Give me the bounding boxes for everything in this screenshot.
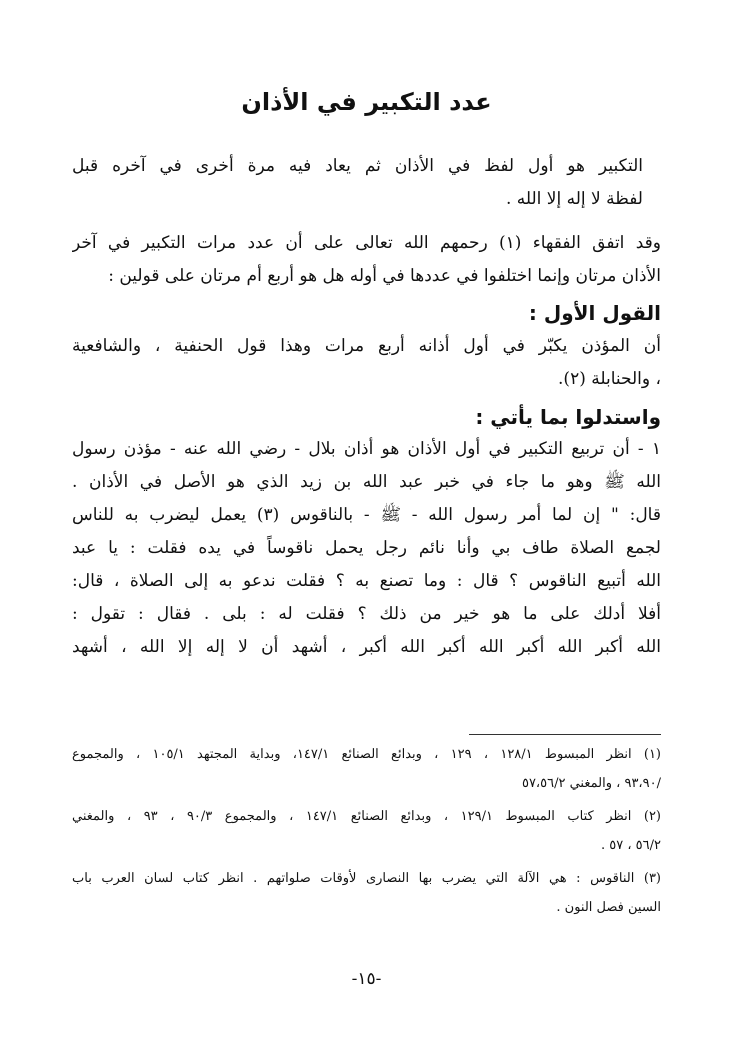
evidence-line: لجمع الصلاة طاف بي وأنا نائم رجل يحمل ناقوساً في يده فقلت : يا عبد: [72, 538, 661, 558]
intro-line: لفظة لا إله إلا الله .: [505, 189, 643, 209]
consensus-line: وقد اتفق الفقهاء (١) رحمهم الله تعالى على أن عدد مرات التكبير في آخر: [72, 233, 661, 253]
page-title: عدد التكبير في الأذان: [241, 88, 492, 116]
evidence-heading: واستدلوا بما يأتي :: [475, 405, 661, 429]
footnotes: [72, 740, 661, 922]
footnote-3: [72, 864, 661, 922]
footnote-line: (٣) الناقوس : هي الآلة التي يضرب بها النصارى لأوقات صلواتهم . انظر كتاب لسان العرب باب: [72, 871, 661, 886]
evidence-line: قال: " إن لما أمر رسول الله - ﷺ - بالناقوس (٣) يعمل ليضرب به للناس: [72, 505, 661, 525]
intro-line: التكبير هو أول لفظ في الأذان ثم يعاد فيه مرة أخرى في آخره قبل: [72, 156, 643, 176]
first-opinion-heading: القول الأول :: [528, 301, 661, 325]
footnote-line: /٩٣،٩٠ ، والمغني ٥٧،٥٦/٢: [521, 776, 661, 791]
footnote-line: (١) انظر المبسوط ١٢٨/١ ، ١٢٩ ، وبدائع الصنائع ١٤٧/١، وبداية المجتهد ١٠٥/١ ، والمجموع: [72, 747, 661, 762]
evidence-line: الله أكبر الله أكبر الله أكبر الله أكبر ، أشهد أن لا إله إلا الله ، أشهد: [72, 637, 661, 657]
consensus-line: الأذان مرتان وإنما اختلفوا في عددها في أوله هل هو أربع أم مرتان على قولين :: [108, 266, 661, 286]
footnote-2: [72, 802, 661, 860]
first-opinion-line: أن المؤذن يكبّر في أول أذانه أربع مرات وهذا قول الحنفية ، والشافعية: [72, 336, 661, 356]
consensus-paragraph: [72, 227, 661, 293]
evidence-line: الله ﷺ وهو ما جاء في خبر عبد الله بن زيد الذي هو الأصل في الأذان .: [72, 472, 661, 492]
evidence-line: أفلا أدلك على ما هو خير من ذلك ؟ فقلت له : بلى . فقال : تقول :: [72, 604, 661, 624]
page-number: -١٥-: [351, 969, 382, 989]
evidence-line: الله أتبيع الناقوس ؟ قال : وما تصنع به ؟ فقلت ندعو به إلى الصلاة ، قال:: [72, 571, 661, 591]
intro-paragraph: [72, 150, 643, 216]
evidence-paragraph: [72, 433, 661, 664]
first-opinion-line: ، والحنابلة (٢).: [558, 369, 661, 389]
first-opinion-paragraph: [72, 330, 661, 396]
footnote-1: [72, 740, 661, 798]
evidence-line: ١ - أن تربيع التكبير في أول الأذان هو أذان بلال - رضي الله عنه - مؤذن رسول: [72, 439, 661, 459]
footnote-line: ٥٦/٢ ، ٥٧ .: [600, 838, 661, 853]
footnote-line: (٢) انظر كتاب المبسوط ١٢٩/١ ، وبدائع الصنائع ١٤٧/١ ، والمجموع ٩٠/٣ ، ٩٣ ، والمغني: [72, 809, 661, 824]
footnote-line: السين فصل النون .: [556, 900, 661, 915]
footnote-divider: [469, 734, 661, 735]
